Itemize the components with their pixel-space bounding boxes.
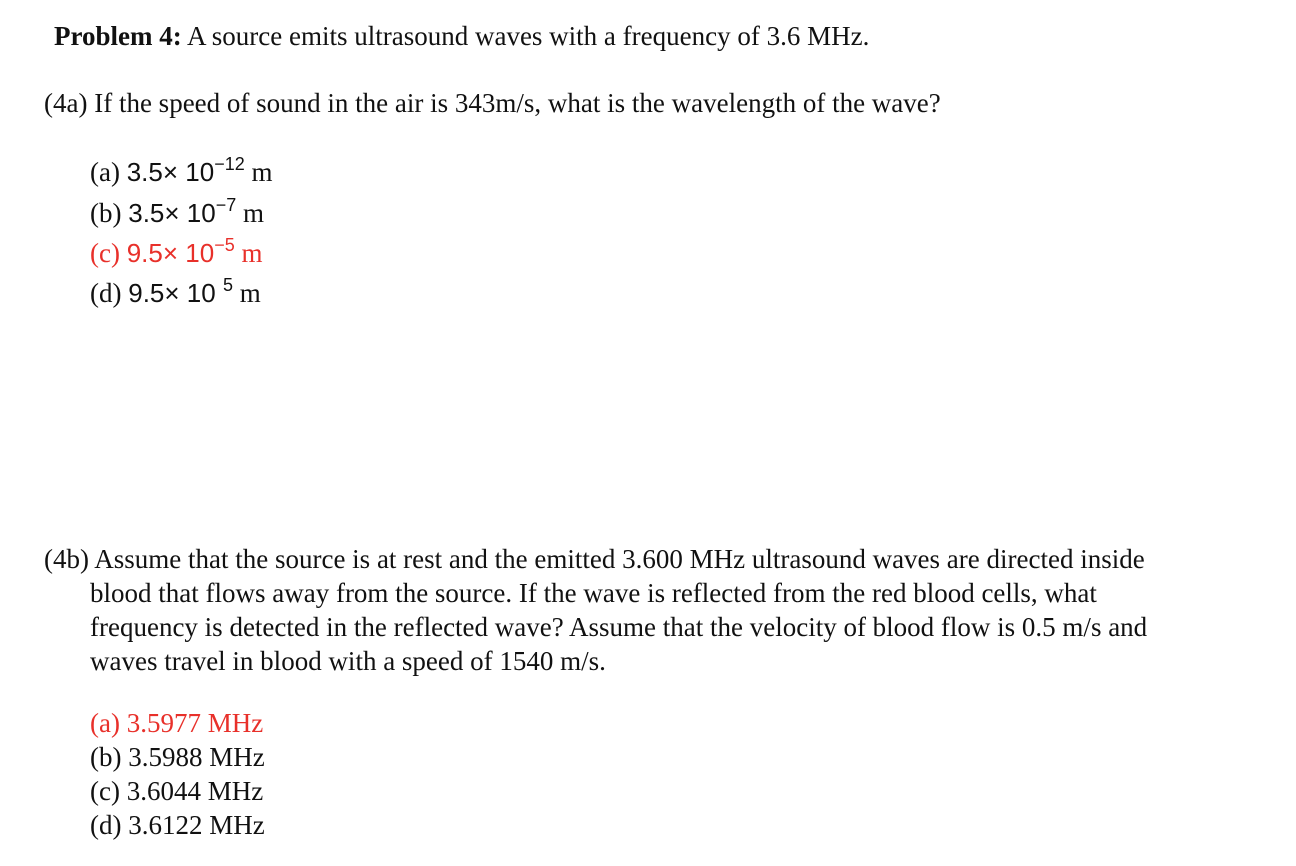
part-b-question-line-1: (4b) Assume that the source is at rest and the emitted 3.600 MHz ultrasound waves are directed inside — [44, 544, 1145, 574]
part-a-option-d: (d) 9.5× 10 $^5$ m — [90, 275, 261, 308]
problem-statement: A source emits ultrasound waves with a frequency of 3.6 MHz. — [187, 21, 870, 51]
part-b-option-c: (c) 3.6044 MHz — [90, 776, 264, 806]
part-b-option-b: (b) 3.5988 MHz — [90, 742, 265, 772]
part-a-option-c: (c) $9.5\times 10^{-5}$ m — [90, 235, 263, 268]
part-a-option-a: (a) $3.5\times 10^{-12}$ m — [90, 154, 273, 187]
problem-label: Problem 4: — [54, 21, 182, 51]
part-b-question — [44, 542, 1274, 678]
part-a-option-b: (b) $3.5\times 10^{-7}$ m — [90, 195, 265, 228]
part-a-question: (4a) If the speed of sound in the air is 343m/s, what is the wavelength of the wave? — [44, 88, 941, 118]
part-b-option-d: (d) 3.6122 MHz — [90, 810, 265, 840]
problem-header — [54, 19, 869, 53]
part-b-question-line-3: frequency is detected in the reflected wave? Assume that the velocity of blood flow is 0.5 m/s and — [90, 612, 1148, 642]
part-b-question-line-4: waves travel in blood with a speed of 1540 m/s. — [90, 646, 606, 676]
part-b-question-line-2: blood that flows away from the source. If the wave is reflected from the red blood cells, what — [90, 578, 1097, 608]
part-b-option-a: (a) 3.5977 MHz — [90, 708, 264, 738]
